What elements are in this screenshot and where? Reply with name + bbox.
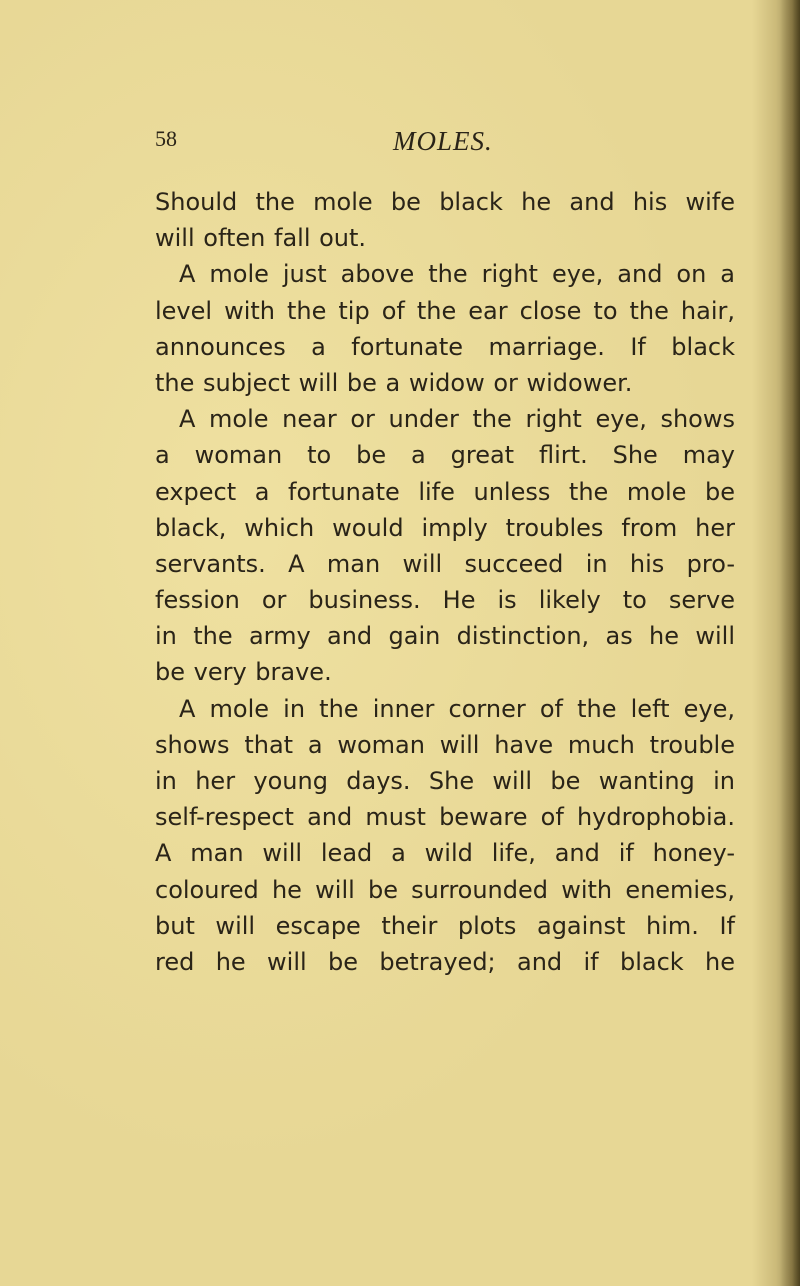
page-edge-shadow <box>780 0 800 1286</box>
text-line: announces a fortunate marriage. If black <box>155 332 735 361</box>
text-line: expect a fortunate life unless the mole be <box>155 477 735 506</box>
text-line: fession or business. He is likely to serve <box>155 586 735 615</box>
text-line: black, which would imply troubles from her <box>155 513 735 542</box>
text-line: in the army and gain distinction, as he will <box>155 622 735 651</box>
running-title: MOLES. <box>393 126 493 156</box>
text-line: but will escape their plots against him. If <box>155 911 735 940</box>
body-text <box>155 184 735 980</box>
text-line: in her young days. She will be wanting in <box>155 767 735 795</box>
text-line: red he will be betrayed; and if black he <box>155 947 735 976</box>
text-line: servants. A man will succeed in his pro- <box>155 549 735 578</box>
text-line: A man will lead a wild life, and if honey- <box>155 839 735 868</box>
text-line: coloured he will be surrounded with enemies, <box>155 875 735 904</box>
text-line: A mole near or under the right eye, shows <box>179 405 735 434</box>
page-number: 58 <box>155 126 177 151</box>
text-line: self-respect and must beware of hydrophobia. <box>155 803 735 832</box>
text-line: be very brave. <box>155 658 332 687</box>
text-line: level with the tip of the ear close to the hair, <box>155 296 735 325</box>
text-line: A mole just above the right eye, and on a <box>179 260 735 289</box>
text-line: shows that a woman will have much trouble <box>155 730 735 759</box>
text-line: will often fall out. <box>155 224 367 253</box>
text-line: Should the mole be black he and his wife <box>155 188 735 216</box>
running-head <box>155 126 735 166</box>
text-line: the subject will be a widow or widower. <box>155 368 633 397</box>
text-line: A mole in the inner corner of the left eye, <box>179 694 735 723</box>
text-line: a woman to be a great flirt. She may <box>155 441 735 470</box>
